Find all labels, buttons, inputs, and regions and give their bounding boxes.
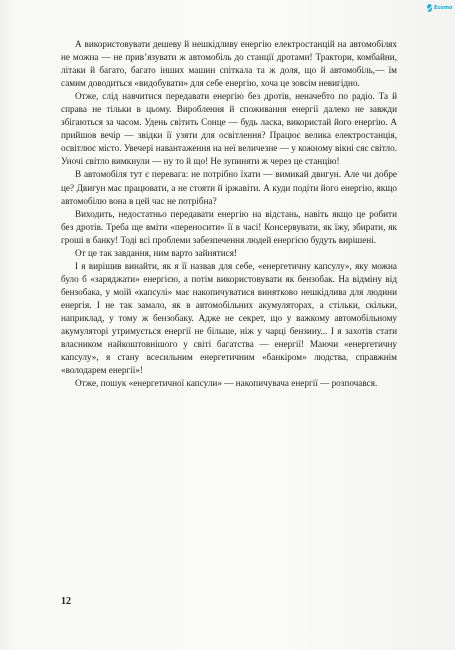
paragraph: В автомобіля тут є перевага: не потрібно їхати — вимикай двигун. Але чи добре це? Двигун має працювати, а не стояти й іржавіти. А куди подіти його енергію, якщо автомобілю вона в цей час не потрібна? bbox=[61, 169, 397, 206]
body-text bbox=[61, 38, 397, 390]
publisher-badge bbox=[427, 3, 453, 12]
paragraph: От це так завдання, ним варто зайнятися! bbox=[75, 247, 237, 258]
paragraph: Виходить, недостатньо передавати енергію на відстань, навіть якщо це робити без дротів. Треба ще вміти «переносити» її в часі! Консервувати, як їжу, збирати, як гроші в банку! Тоді всі проблеми забезпечення людей енергією будуть вирішені. bbox=[61, 208, 397, 245]
paragraph: А використовувати дешеву й нешкідливу енергію електростанцій на автомобілях не можна — не прив’язувати ж автомобіль до станції дротами! Трактори, комбайни, літаки й багато, багато інших машин спіткала та ж доля, що й автомобіль,— їм самим доводиться «видобувати» для себе енергію, хоча це зовсім невигідно. bbox=[61, 39, 397, 89]
publisher-badge-text: Ecomo bbox=[434, 4, 453, 11]
paragraph: Отже, слід навчитися передавати енергію без дротів, неначебто по радіо. Та й справа не тільки в цьому. Вироблення й споживання енергії далеко не завжди збігаються за часом. Удень світить Сонце — будь ласка, використай його енергію. А прийшов вечір — звідки її узяти для освітлення? Працює велика електростанція, освітлює місто. Увечері навантаження на неї величезне — у кожному вікні сяє світло. Уночі світло вимкнули — ну то й що! Не зупиняти ж через це станцію! bbox=[61, 91, 397, 167]
page-number: 12 bbox=[61, 596, 71, 607]
checkmark-icon bbox=[427, 4, 432, 12]
paragraph: Отже, пошук «енергетичної капсули» — накопичувача енергії — розпочався. bbox=[75, 378, 378, 389]
paragraph: І я вирішив винайти, як я її назвав для себе, «енергетичну капсулу», яку можна було б «заряджати» енергією, а потім використовувати як бензобак. На відміну від бензобака, у моїй «капсулі» має накопичуватися винятково нешкідлива для людини енергія. І не так замало, як в автомобільних акумуляторах, а стільки, скільки, наприклад, у тому ж бензобаку. Адже не секрет, що у важкому автомобільному акумуляторі утримується енергії не більше, ніж у чарці бензину... І я захотів стати власником найкоштовнішого у світі багатства — енергії! Маючи «енергетичну капсулу», я стану всесильним енергетичним «банкіром» людства, справжнім «володарем енергії»! bbox=[61, 260, 397, 376]
